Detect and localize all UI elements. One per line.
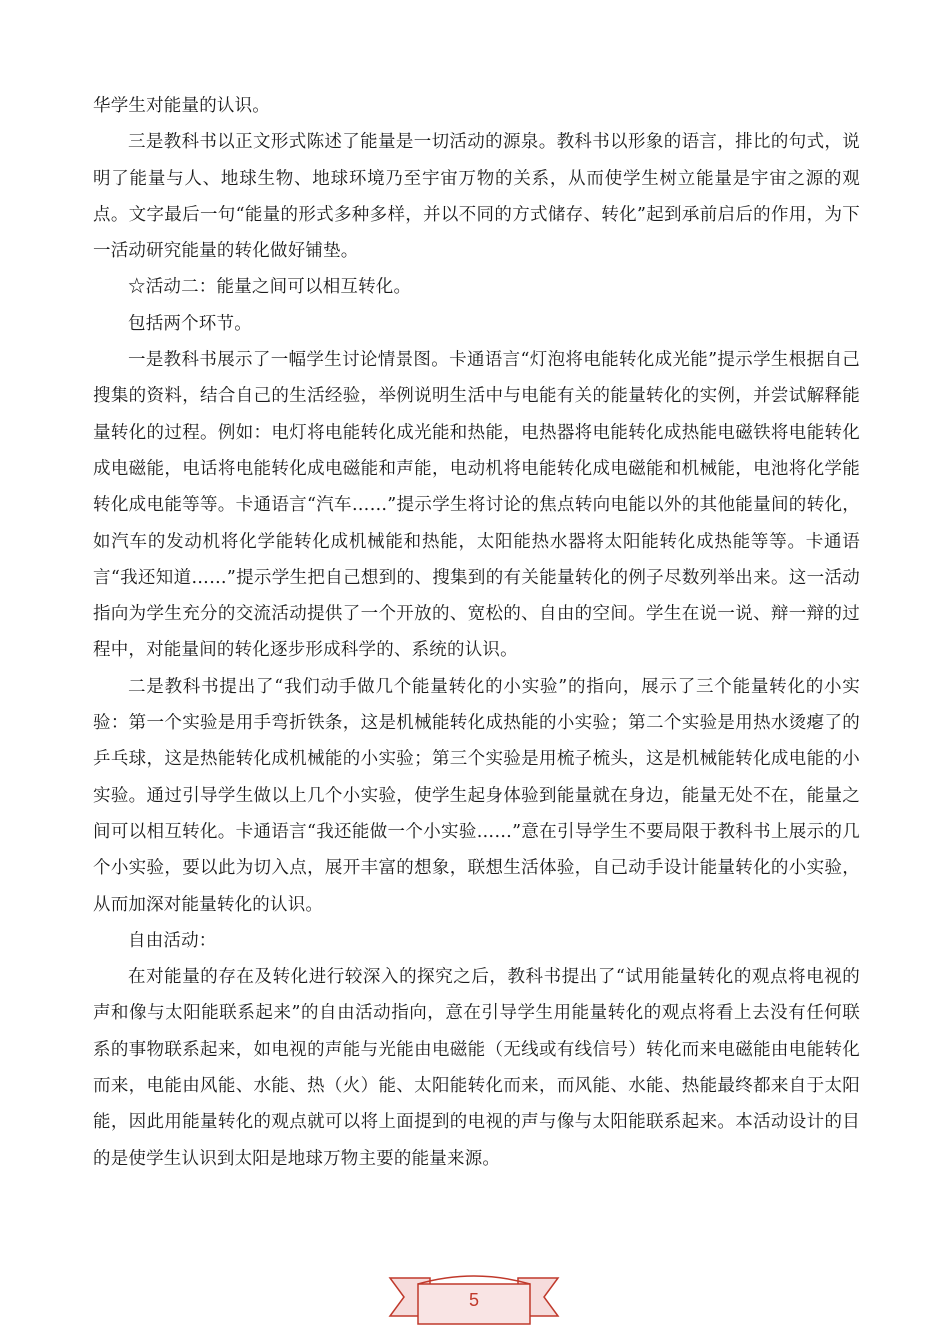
paragraph-2: 三是教科书以正文形式陈述了能量是一切活动的源泉。教科书以形象的语言，排比的句式，说明了能量与人、地球生物、地球环境乃至宇宙万物的关系，从而使学生树立能量是宇宙之源的观点。文字最后一句“能量的形式多种多样，并以不同的方式储存、转化”起到承前启后的作用，为下一活动研究能量的转化做好铺垫。 [93, 132, 860, 262]
paragraph-7: 自由活动： [128, 930, 217, 951]
paragraph-3: ☆活动二：能量之间可以相互转化。 [128, 277, 412, 298]
page-footer [0, 1270, 950, 1330]
paragraph-4: 包括两个环节。 [128, 313, 252, 334]
paragraph-1: 华学生对能量的认识。 [93, 96, 270, 116]
ribbon-arc [418, 1276, 530, 1284]
paragraph-8: 在对能量的存在及转化进行较深入的探究之后，教科书提出了“试用能量转化的观点将电视的声和像与太阳能联系起来”的自由活动指向，意在引导学生用能量转化的观点将看上去没有任何联系的事物联系起来，如电视的声能与光能由电磁能（无线或有线信号）转化而来电磁能由电能转化而来，电能由风能、水能、热（火）能、太阳能转化而来，而风能、水能、热能最终都来自于太阳能，因此用能量转化的观点就可以将上面提到的电视的声与像与太阳能联系起来。本活动设计的目的是使学生认识到太阳是地球万物主要的能量来源。 [93, 967, 860, 1169]
page-number: 5 [468, 1290, 479, 1310]
paragraph-5: 一是教科书展示了一幅学生讨论情景图。卡通语言“灯泡将电能转化成光能”提示学生根据自己搜集的资料，结合自己的生活经验，举例说明生活中与电能有关的能量转化的实例，并尝试解释能量转化的过程。例如：电灯将电能转化成光能和热能，电热器将电能转化成热能电磁铁将电能转化成电磁能，电话将电能转化成电磁能和声能，电动机将电能转化成电磁能和机械能，电池将化学能转化成电能等等。卡通语言“汽车……”提示学生将讨论的焦点转向电能以外的其他能量间的转化，如汽车的发动机将化学能转化成机械能和热能，太阳能热水器将太阳能转化成热能等等。卡通语言“我还知道……”提示学生把自己想到的、搜集到的有关能量转化的例子尽数列举出来。这一活动指向为学生充分的交流活动提供了一个开放的、宽松的、自由的空间。学生在说一说、辩一辩的过程中，对能量间的转化逐步形成科学的、系统的认识。 [93, 350, 860, 661]
body-text [93, 88, 860, 1177]
paragraph-6: 二是教科书提出了“我们动手做几个能量转化的小实验”的指向，展示了三个能量转化的小实验：第一个实验是用手弯折铁条，这是机械能转化成热能的小实验；第二个实验是用热水烫瘪了的乒乓球，这是热能转化成机械能的小实验；第三个实验是用梳子梳头，这是机械能转化成电能的小实验。通过引导学生做以上几个小实验，使学生起身体验到能量就在身边，能量无处不在，能量之间可以相互转化。卡通语言“我还能做一个小实验……”意在引导学生不要局限于教科书上展示的几个小实验，要以此为切入点，展开丰富的想象，联想生活体验，自己动手设计能量转化的小实验，从而加深对能量转化的认识。 [93, 676, 860, 915]
